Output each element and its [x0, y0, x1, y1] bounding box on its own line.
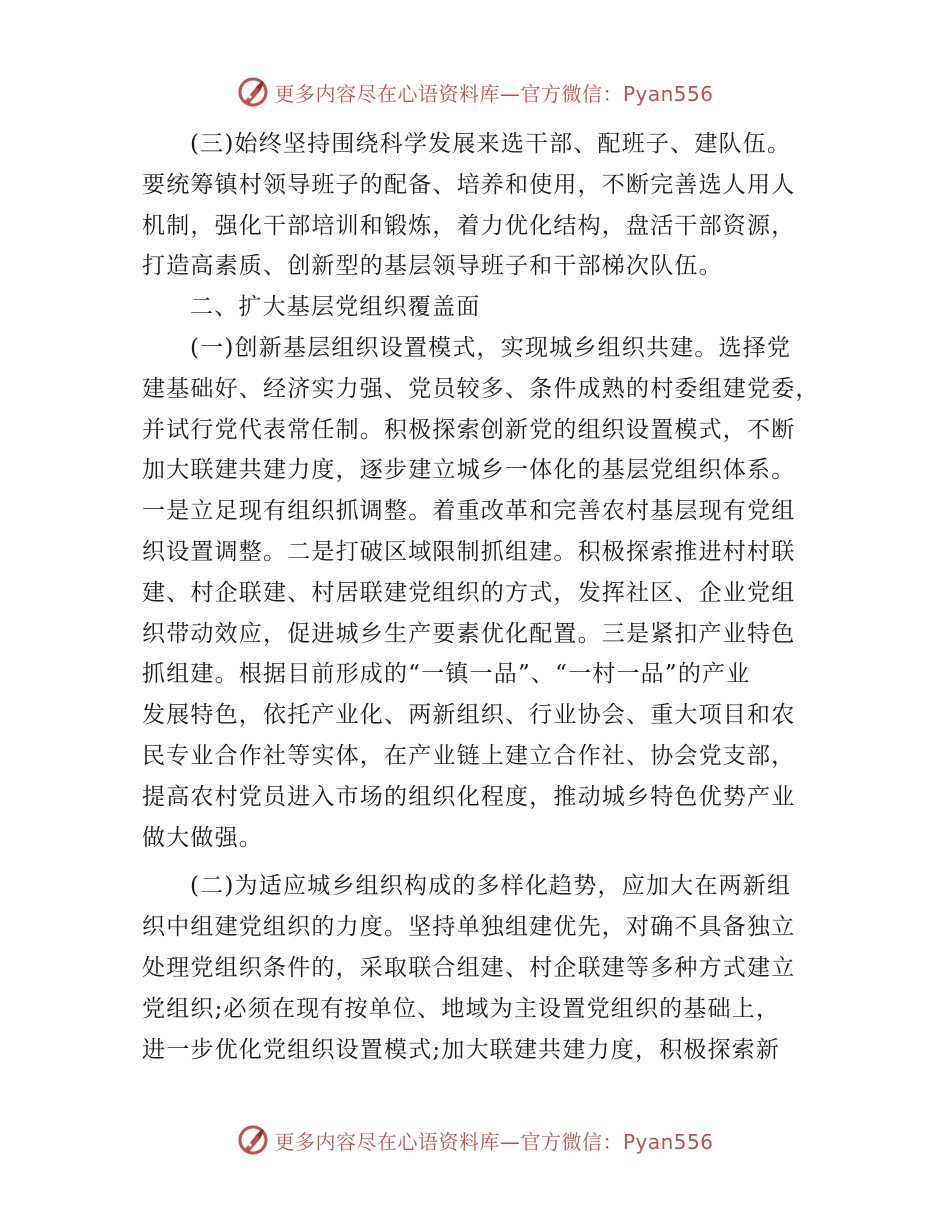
- section-heading: [142, 287, 822, 328]
- paragraph-1-body: [142, 369, 822, 859]
- pen-nib-icon: [236, 75, 270, 109]
- paragraph-1: [142, 328, 822, 369]
- text-line: 民专业合作社等实体，在产业链上建立合作社、协会党支部，: [142, 742, 796, 769]
- text-line: 打造高素质、创新型的基层领导班子和干部梯次队伍。: [142, 253, 723, 280]
- paragraph-2-body: [142, 907, 822, 1070]
- footer-watermark: [0, 1120, 950, 1160]
- paragraph-2: [142, 866, 822, 907]
- watermark-text: 更多内容尽在心语资料库—官方微信：Pyan556: [274, 1129, 714, 1154]
- text-line: (二)为适应城乡组织构成的多样化趋势，应加大在两新组: [190, 873, 792, 900]
- heading-text: 二、扩大基层党组织覆盖面: [190, 294, 481, 321]
- text-line: (三)始终坚持围绕科学发展来选干部、配班子、建队伍。: [190, 131, 792, 157]
- text-line: 发展特色，依托产业化、两新组织、行业协会、重大项目和农: [142, 702, 796, 729]
- pen-nib-icon: [236, 1123, 270, 1157]
- text-line: 抓组建。根据目前形成的“一镇一品”、“一村一品”的产业: [142, 661, 751, 688]
- text-line: 织设置调整。二是打破区域限制抓组建。积极探索推进村村联: [142, 538, 796, 565]
- watermark-text: 更多内容尽在心语资料库—官方微信：Pyan556: [274, 81, 714, 106]
- text-line: 党组织;必须在现有按单位、地域为主设置党组织的基础上，: [142, 995, 781, 1022]
- text-line: 织带动效应，促进城乡生产要素优化配置。三是紧扣产业特色: [142, 620, 796, 647]
- text-line: (一)创新基层组织设置模式，实现城乡组织共建。选择党: [190, 334, 792, 361]
- text-line: 做大做强。: [142, 824, 263, 851]
- text-line: 织中组建党组织的力度。坚持单独组建优先，对确不具备独立: [142, 914, 796, 941]
- paragraph-gap: [142, 858, 822, 866]
- text-line: 进一步优化党组织设置模式;加大联建共建力度，积极探索新: [142, 1036, 781, 1063]
- text-line: 建、村企联建、村居联建党组织的方式，发挥社区、企业党组: [142, 579, 796, 606]
- paragraph-section-3: [142, 124, 822, 165]
- header-watermark: [0, 72, 950, 112]
- text-line: 处理党组织条件的，采取联合组建、村企联建等多种方式建立: [142, 954, 796, 981]
- text-line: 一是立足现有组织抓调整。着重改革和完善农村基层现有党组: [142, 498, 796, 525]
- text-line: 并试行党代表常任制。积极探索创新党的组织设置模式，不断: [142, 416, 796, 443]
- text-line: 建基础好、经济实力强、党员较多、条件成熟的村委组建党委，: [142, 375, 820, 402]
- text-line: 要统筹镇村领导班子的配备、培养和使用，不断完善选人用人: [142, 171, 796, 198]
- paragraph-section-3-body: [142, 165, 822, 287]
- text-line: 加大联建共建力度，逐步建立城乡一体化的基层党组织体系。: [142, 457, 796, 484]
- document-body: [142, 124, 822, 1070]
- text-line: 提高农村党员进入市场的组织化程度，推动城乡特色优势产业: [142, 783, 796, 810]
- text-line: 机制，强化干部培训和锻炼，着力优化结构，盘活干部资源，: [142, 212, 796, 239]
